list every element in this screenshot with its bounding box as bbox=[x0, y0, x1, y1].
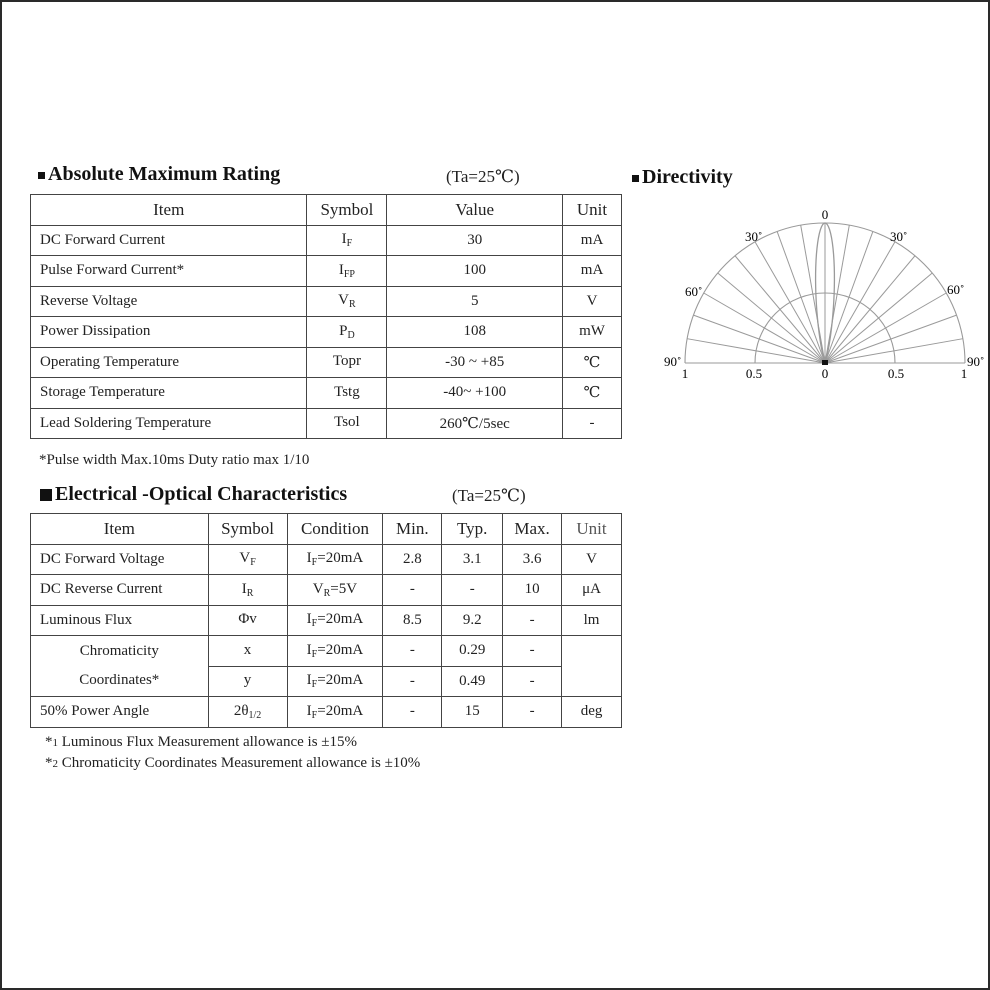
angle-label-left-60: 60˚ bbox=[685, 284, 703, 299]
condition-value: =20mA bbox=[317, 611, 364, 628]
symbol-main: x bbox=[243, 641, 252, 658]
condition-main: I bbox=[306, 611, 312, 628]
symbol-sub: F bbox=[250, 557, 256, 569]
eoc-cell-typ: - bbox=[442, 575, 503, 606]
condition-sub: F bbox=[311, 679, 318, 691]
amr-cell-unit: ℃ bbox=[563, 378, 622, 409]
condition-sub: F bbox=[311, 648, 318, 660]
amr-row bbox=[31, 286, 622, 317]
amr-cell-unit: ℃ bbox=[563, 347, 622, 378]
amr-row bbox=[31, 378, 622, 409]
amr-cell-value: 30 bbox=[387, 225, 563, 256]
symbol-sub: D bbox=[347, 329, 355, 341]
eoc-row bbox=[31, 697, 622, 728]
eoc-cell-max: 10 bbox=[503, 575, 562, 606]
eoc-row bbox=[31, 575, 622, 606]
condition-value: =20mA bbox=[317, 702, 364, 719]
eoc-title-text: Electrical -Optical Characteristics bbox=[55, 483, 348, 505]
amr-header-value: Value bbox=[387, 195, 563, 226]
item-line-2: Coordinates* bbox=[79, 672, 160, 688]
amr-row bbox=[31, 317, 622, 348]
eoc-cell-typ: 15 bbox=[442, 697, 503, 728]
eoc-cell-unit: μA bbox=[562, 575, 622, 606]
eoc-cell-typ: 0.29 bbox=[442, 636, 503, 667]
eoc-table bbox=[30, 513, 622, 728]
symbol-main: V bbox=[239, 550, 251, 567]
eoc-cell-unit: deg bbox=[562, 697, 622, 728]
condition-sub: F bbox=[311, 618, 318, 630]
amr-cell-symbol bbox=[307, 256, 387, 287]
eoc-cell-unit bbox=[562, 636, 622, 697]
eoc-cell-symbol bbox=[208, 697, 287, 728]
amr-table bbox=[30, 194, 622, 439]
amr-cell-item: Operating Temperature bbox=[31, 347, 307, 378]
eoc-condition: (Ta=25℃) bbox=[452, 486, 526, 505]
eoc-cell-min: 2.8 bbox=[383, 544, 442, 575]
eoc-cell-max: - bbox=[503, 666, 562, 697]
amr-cell-unit: mA bbox=[563, 225, 622, 256]
angle-label-left-30: 30˚ bbox=[745, 229, 763, 244]
amr-cell-value: 100 bbox=[387, 256, 563, 287]
condition-value: =20mA bbox=[317, 672, 364, 689]
amr-row bbox=[31, 225, 622, 256]
symbol-main: Tsol bbox=[334, 414, 360, 431]
amr-cell-symbol bbox=[307, 408, 387, 439]
condition-main: V bbox=[312, 580, 324, 597]
amr-title bbox=[38, 163, 280, 186]
radial-label-right-0.5: 0.5 bbox=[887, 366, 905, 381]
amr-cell-value: -40~ +100 bbox=[387, 378, 563, 409]
condition-main: I bbox=[306, 672, 312, 689]
eoc-cell-condition bbox=[287, 575, 383, 606]
eoc-header-item: Item bbox=[31, 514, 209, 545]
symbol-sub: F bbox=[346, 238, 353, 250]
bullet-square-icon bbox=[632, 175, 639, 182]
symbol-main: Φv bbox=[238, 611, 257, 628]
condition-value: =5V bbox=[330, 580, 358, 597]
eoc-cell-unit: lm bbox=[562, 605, 622, 636]
eoc-cell-min: - bbox=[383, 666, 442, 697]
eoc-cell-symbol bbox=[208, 544, 287, 575]
amr-cell-unit: V bbox=[563, 286, 622, 317]
amr-cell-unit: mA bbox=[563, 256, 622, 287]
eoc-cell-symbol bbox=[208, 575, 287, 606]
amr-cell-symbol bbox=[307, 347, 387, 378]
symbol-sub: FP bbox=[343, 268, 355, 280]
eoc-title bbox=[40, 483, 347, 506]
amr-cell-value: 5 bbox=[387, 286, 563, 317]
symbol-main: P bbox=[339, 322, 348, 339]
eoc-cell-item bbox=[31, 636, 209, 697]
amr-cell-symbol bbox=[307, 378, 387, 409]
amr-cell-item: Pulse Forward Current* bbox=[31, 256, 307, 287]
angle-label-right-30: 30˚ bbox=[890, 229, 908, 244]
condition-main: I bbox=[306, 641, 312, 658]
note-mark: * bbox=[45, 755, 53, 771]
origin-marker bbox=[822, 360, 828, 365]
eoc-cell-condition bbox=[287, 636, 383, 667]
symbol-sub: 1/2 bbox=[248, 709, 262, 721]
eoc-cell-item: 50% Power Angle bbox=[31, 697, 209, 728]
amr-cell-item: Reverse Voltage bbox=[31, 286, 307, 317]
directivity-title-text: Directivity bbox=[642, 166, 733, 188]
amr-cell-value: 108 bbox=[387, 317, 563, 348]
amr-cell-symbol bbox=[307, 286, 387, 317]
directivity-chart bbox=[650, 200, 990, 385]
item-line-1: Chromaticity bbox=[79, 643, 159, 659]
eoc-cell-symbol bbox=[208, 636, 287, 667]
eoc-note-1 bbox=[45, 734, 357, 751]
symbol-main: 2θ bbox=[233, 702, 249, 719]
symbol-sub: R bbox=[246, 587, 254, 599]
condition-sub: R bbox=[323, 587, 331, 599]
eoc-cell-item: DC Forward Voltage bbox=[31, 544, 209, 575]
amr-title-text: Absolute Maximum Rating bbox=[48, 163, 281, 185]
eoc-cell-condition bbox=[287, 666, 383, 697]
note-mark: * bbox=[45, 734, 53, 750]
eoc-cell-typ: 9.2 bbox=[442, 605, 503, 636]
radial-label-right-1: 1 bbox=[960, 366, 968, 381]
bullet-square-icon bbox=[38, 172, 45, 179]
eoc-cell-typ: 0.49 bbox=[442, 666, 503, 697]
amr-cell-item: Power Dissipation bbox=[31, 317, 307, 348]
amr-cell-symbol bbox=[307, 317, 387, 348]
note-text: Luminous Flux Measurement allowance is ±15% bbox=[58, 734, 358, 750]
symbol-main: Tstg bbox=[334, 383, 360, 400]
angle-label-right-60: 60˚ bbox=[947, 282, 965, 297]
amr-cell-value: -30 ~ +85 bbox=[387, 347, 563, 378]
note-number: 1 bbox=[52, 737, 58, 749]
symbol-main: V bbox=[338, 292, 349, 309]
amr-header-row bbox=[31, 195, 622, 226]
condition-main: I bbox=[306, 550, 312, 567]
amr-cell-item: DC Forward Current bbox=[31, 225, 307, 256]
eoc-cell-symbol bbox=[208, 666, 287, 697]
eoc-cell-symbol bbox=[208, 605, 287, 636]
eoc-cell-unit: V bbox=[562, 544, 622, 575]
eoc-row bbox=[31, 636, 622, 667]
eoc-cell-item: Luminous Flux bbox=[31, 605, 209, 636]
eoc-cell-typ: 3.1 bbox=[442, 544, 503, 575]
eoc-header-row bbox=[31, 514, 622, 545]
eoc-cell-condition bbox=[287, 697, 383, 728]
condition-sub: F bbox=[311, 709, 318, 721]
symbol-main: Topr bbox=[332, 353, 361, 370]
eoc-header-condition: Condition bbox=[287, 514, 383, 545]
eoc-row bbox=[31, 605, 622, 636]
amr-footnote: *Pulse width Max.10ms Duty ratio max 1/10 bbox=[39, 452, 310, 468]
eoc-header-max: Max. bbox=[503, 514, 562, 545]
eoc-cell-min: 8.5 bbox=[383, 605, 442, 636]
amr-cell-unit: - bbox=[563, 408, 622, 439]
directivity-title bbox=[632, 166, 733, 189]
eoc-cell-condition bbox=[287, 544, 383, 575]
eoc-header-typ: Typ. bbox=[442, 514, 503, 545]
amr-header-item: Item bbox=[31, 195, 307, 226]
bullet-square-icon bbox=[40, 489, 52, 501]
condition-sub: F bbox=[311, 557, 318, 569]
eoc-cell-min: - bbox=[383, 575, 442, 606]
symbol-main: y bbox=[243, 672, 252, 689]
eoc-note-2 bbox=[45, 755, 420, 772]
amr-cell-value: 260℃/5sec bbox=[387, 408, 563, 439]
amr-cell-item: Lead Soldering Temperature bbox=[31, 408, 307, 439]
condition-value: =20mA bbox=[317, 641, 364, 658]
angle-label-right-90: 90˚ bbox=[967, 354, 985, 369]
amr-header-symbol: Symbol bbox=[307, 195, 387, 226]
eoc-cell-min: - bbox=[383, 636, 442, 667]
eoc-cell-condition bbox=[287, 605, 383, 636]
symbol-sub: R bbox=[349, 299, 356, 311]
symbol-main: I bbox=[341, 231, 347, 248]
eoc-header-unit: Unit bbox=[562, 514, 622, 545]
amr-cell-item: Storage Temperature bbox=[31, 378, 307, 409]
eoc-cell-item: DC Reverse Current bbox=[31, 575, 209, 606]
amr-cell-symbol bbox=[307, 225, 387, 256]
eoc-header-symbol: Symbol bbox=[208, 514, 287, 545]
radial-label-left-0.5: 0.5 bbox=[745, 366, 763, 381]
eoc-header-min: Min. bbox=[383, 514, 442, 545]
angle-label-left-90: 90˚ bbox=[664, 354, 682, 369]
symbol-main: I bbox=[241, 580, 247, 597]
eoc-cell-max: - bbox=[503, 605, 562, 636]
eoc-row bbox=[31, 544, 622, 575]
amr-header-unit: Unit bbox=[563, 195, 622, 226]
angle-label-0: 0 bbox=[821, 207, 829, 222]
eoc-cell-max: - bbox=[503, 697, 562, 728]
amr-row bbox=[31, 408, 622, 439]
amr-row bbox=[31, 256, 622, 287]
radial-label-left-1: 1 bbox=[681, 366, 689, 381]
eoc-cell-max: 3.6 bbox=[503, 544, 562, 575]
eoc-cell-min: - bbox=[383, 697, 442, 728]
note-number: 2 bbox=[52, 758, 58, 770]
condition-value: =20mA bbox=[317, 550, 364, 567]
amr-condition: (Ta=25℃) bbox=[446, 167, 520, 186]
amr-cell-unit: mW bbox=[563, 317, 622, 348]
condition-main: I bbox=[306, 702, 312, 719]
note-text: Chromaticity Coordinates Measurement allowance is ±10% bbox=[58, 755, 421, 771]
eoc-cell-max: - bbox=[503, 636, 562, 667]
radial-label-center-0: 0 bbox=[821, 366, 829, 381]
symbol-main: I bbox=[338, 261, 344, 278]
amr-row bbox=[31, 347, 622, 378]
